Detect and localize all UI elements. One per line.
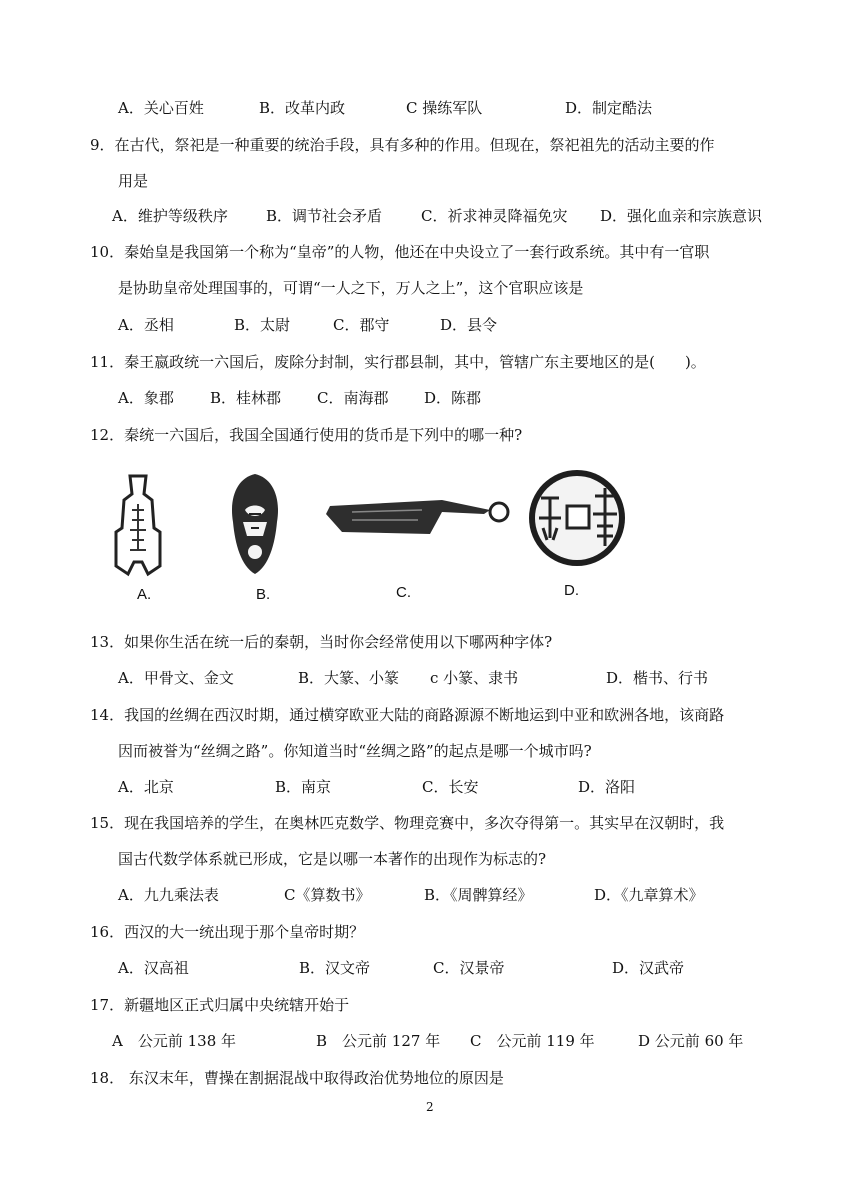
knife-coin-image xyxy=(322,490,512,540)
image-label-c: C. xyxy=(396,584,411,601)
q13-option-d: D．楷书、行书 xyxy=(606,669,709,687)
q14-option-d: D．洛阳 xyxy=(578,778,636,796)
q11-option-d: D．陈郡 xyxy=(424,389,482,407)
q17-question: 17．新疆地区正式归属中央统辖开始于 xyxy=(90,996,350,1014)
q9-option-b: B．调节社会矛盾 xyxy=(266,207,383,225)
q16-option-b: B．汉文帝 xyxy=(299,959,371,977)
q14-option-b: B．南京 xyxy=(275,778,332,796)
q9-option-c: C．祈求神灵降福免灾 xyxy=(421,207,568,225)
q16-question: 16．西汉的大一统出现于那个皇帝时期？ xyxy=(90,923,365,941)
q9-question-line2: 用是 xyxy=(118,172,149,190)
ant-nose-coin-image xyxy=(225,470,285,580)
q17-option-a: A 公元前 138 年 xyxy=(112,1032,236,1050)
q13-option-a: A．甲骨文、金文 xyxy=(118,669,234,687)
q13-question: 13．如果你生活在统一后的秦朝，当时你会经常使用以下哪两种字体? xyxy=(90,633,553,651)
q10-option-d: D．县令 xyxy=(440,316,498,334)
page-number: 2 xyxy=(426,1100,434,1114)
image-label-a: A. xyxy=(137,586,152,603)
q16-option-a: A．汉高祖 xyxy=(118,959,189,977)
q18-question: 18． 东汉末年，曹操在割据混战中取得政治优势地位的原因是 xyxy=(90,1069,504,1087)
q10-question-line2: 是协助皇帝处理国事的，可谓“一人之下，万人之上”，这个官职应该是 xyxy=(118,279,584,297)
q8-option-c: C 操练军队 xyxy=(406,99,483,117)
image-label-b: B. xyxy=(256,586,271,603)
q14-option-a: A．北京 xyxy=(118,778,174,796)
q16-option-d: D．汉武帝 xyxy=(612,959,685,977)
q10-question-line1: 10．秦始皇是我国第一个称为“皇帝”的人物，他还在中央设立了一套行政系统。其中有一官职 xyxy=(90,243,710,261)
q15-option-a: A．九九乘法表 xyxy=(118,886,219,904)
q17-option-c: C 公元前 119 年 xyxy=(470,1032,595,1050)
q11-option-c: C．南海郡 xyxy=(317,389,389,407)
q9-question-line1: 9．在古代，祭祀是一种重要的统治手段，具有多种的作用。但现在，祭祀祖先的活动主要的作 xyxy=(90,136,715,154)
spade-coin-image xyxy=(108,470,168,580)
q15-question-line2: 国古代数学体系就已形成，它是以哪一本著作的出现作为标志的? xyxy=(118,850,547,868)
q10-option-a: A．丞相 xyxy=(118,316,174,334)
q9-option-a: A．维护等级秩序 xyxy=(112,207,228,225)
q15-option-b: B．《周髀算经》 xyxy=(424,886,533,904)
q15-option-c: C《算数书》 xyxy=(284,886,371,904)
image-label-d: D. xyxy=(564,582,579,599)
q16-option-c: C．汉景帝 xyxy=(433,959,505,977)
q9-option-d: D．强化血亲和宗族意识 xyxy=(600,207,763,225)
q10-option-b: B．太尉 xyxy=(234,316,291,334)
q14-option-c: C．长安 xyxy=(422,778,479,796)
q15-question-line1: 15．现在我国培养的学生，在奥林匹克数学、物理竞赛中，多次夺得第一。其实早在汉朝时，我 xyxy=(90,814,725,832)
q8-option-d: D．制定酷法 xyxy=(565,99,653,117)
q11-option-a: A．象郡 xyxy=(118,389,174,407)
q8-option-b: B．改革内政 xyxy=(259,99,346,117)
q10-option-c: C．郡守 xyxy=(333,316,390,334)
q11-option-b: B．桂林郡 xyxy=(210,389,282,407)
q12-question: 12．秦统一六国后，我国全国通行使用的货币是下列中的哪一种? xyxy=(90,426,523,444)
q13-option-c: c 小篆、隶书 xyxy=(430,669,519,687)
q8-option-a: A．关心百姓 xyxy=(118,99,204,117)
banliang-coin-image xyxy=(525,466,629,570)
q14-question-line1: 14．我国的丝绸在西汉时期，通过横穿欧亚大陆的商路源源不断地运到中亚和欧洲各地，该商路 xyxy=(90,706,725,724)
q11-question: 11．秦王嬴政统一六国后，废除分封制，实行郡县制，其中，管辖广东主要地区的是( )。 xyxy=(90,353,706,371)
q17-option-d: D 公元前 60 年 xyxy=(638,1032,744,1050)
q14-question-line2: 因而被誉为“丝绸之路”。你知道当时“丝绸之路”的起点是哪一个城市吗? xyxy=(118,742,592,760)
q15-option-d: D．《九章算术》 xyxy=(594,886,704,904)
q13-option-b: B．大篆、小篆 xyxy=(298,669,400,687)
q17-option-b: B 公元前 127 年 xyxy=(316,1032,441,1050)
